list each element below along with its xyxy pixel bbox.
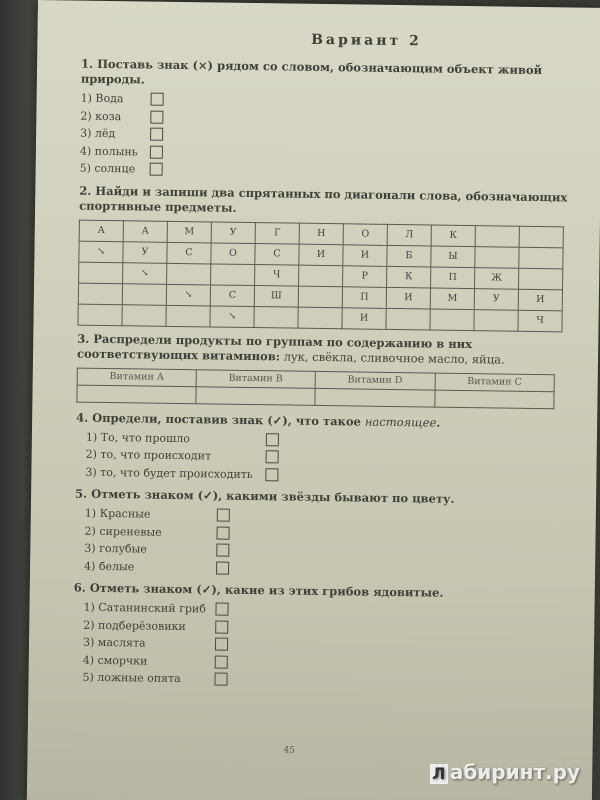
grid-cell: О <box>211 242 255 264</box>
grid-cell: ↘ <box>79 241 123 263</box>
grid-cell: И <box>386 287 430 309</box>
checkbox[interactable] <box>150 145 163 158</box>
checkbox[interactable] <box>265 468 278 481</box>
q6-option: 1) Сатанинский гриб <box>83 599 563 623</box>
grid-cell <box>299 265 343 287</box>
q5-option: 4) белые <box>84 557 564 581</box>
grid-cell: У <box>474 288 518 310</box>
question-3: 3. Распредели продукты по группам по содержанию в них соответствующих витаминов: лук, свёкла, сливочное масло, яйца. <box>76 331 505 367</box>
grid-cell <box>298 307 342 329</box>
checkbox[interactable] <box>215 638 228 651</box>
checkbox[interactable] <box>216 561 229 574</box>
vitamin-answer-cell[interactable] <box>435 390 555 409</box>
q5-option: 1) Красные <box>85 505 565 529</box>
grid-cell: У <box>123 241 167 263</box>
q6-option: 3) маслята <box>83 634 563 658</box>
checkbox[interactable] <box>150 163 163 176</box>
vitamin-table <box>76 367 554 409</box>
q1-option: 3) лёд <box>80 125 570 149</box>
q1-option: 4) полынь <box>80 142 570 166</box>
grid-cell: И <box>343 244 387 266</box>
grid-cell: Б <box>387 245 431 267</box>
vitamin-header: Витамин С <box>435 373 555 392</box>
grid-cell: ↘ <box>166 284 210 306</box>
q4-options <box>85 428 566 487</box>
watermark-logo: Л абиринт.ру <box>430 760 580 784</box>
checkbox[interactable] <box>151 93 164 106</box>
grid-cell <box>386 308 430 330</box>
grid-cell: С <box>255 243 299 265</box>
grid-cell: М <box>167 221 211 243</box>
vitamin-header: Витамин D <box>315 371 435 390</box>
checkbox[interactable] <box>214 673 227 686</box>
checkbox[interactable] <box>216 526 229 539</box>
grid-cell <box>166 305 210 327</box>
vitamin-answer-cell[interactable] <box>196 386 315 405</box>
checkbox[interactable] <box>150 110 163 123</box>
question-6: 6. Отметь знаком (✓), какие из этих грибов ядовитые. <box>73 580 444 600</box>
grid-cell <box>298 286 342 308</box>
grid-cell <box>519 268 563 290</box>
grid-cell <box>122 304 166 326</box>
grid-cell: А <box>79 220 123 242</box>
grid-cell: Р <box>343 265 387 287</box>
grid-cell <box>254 306 298 328</box>
q1-option: 5) солнце <box>80 160 570 184</box>
grid-cell <box>78 283 122 305</box>
q1-option: 2) коза <box>80 107 570 131</box>
page-number: 45 <box>283 745 296 756</box>
checkbox[interactable] <box>215 655 228 668</box>
checkbox[interactable] <box>266 433 279 446</box>
grid-cell: ↘ <box>123 262 167 284</box>
grid-cell: У <box>211 221 255 243</box>
q6-option: 2) подберёзовики <box>83 616 563 640</box>
q5-option: 2) сиреневые <box>84 522 564 546</box>
grid-cell: И <box>342 307 386 329</box>
worksheet-page <box>27 0 600 800</box>
grid-cell: И <box>299 244 343 266</box>
grid-cell <box>211 263 255 285</box>
question-2: 2. Найди и запиши два спрятанных по диагонали слова, обозначающих спортивные предметы. <box>79 183 568 215</box>
checkbox[interactable] <box>266 450 279 463</box>
vitamin-answer-cell[interactable] <box>77 385 196 404</box>
grid-cell: Г <box>255 222 299 244</box>
variant-title: Вариант 2 <box>311 31 422 50</box>
grid-cell: Ы <box>431 246 475 268</box>
question-5: 5. Отметь знаком (✓), какими звёзды бывают по цвету. <box>75 486 455 506</box>
q4-option: 1) То, что прошло <box>86 428 566 452</box>
grid-cell: Ж <box>475 267 519 289</box>
grid-cell: Ч <box>255 264 299 286</box>
grid-cell: Н <box>299 223 343 245</box>
q6-option: 4) сморчки <box>83 651 563 675</box>
q4-option: 3) то, что будет происходить <box>85 463 565 487</box>
grid-cell: С <box>210 284 254 306</box>
page-content <box>72 29 571 695</box>
letter-grid <box>77 219 563 332</box>
grid-cell <box>78 304 122 326</box>
grid-cell: Ш <box>254 285 298 307</box>
grid-cell <box>122 283 166 305</box>
grid-cell <box>430 309 474 331</box>
checkbox[interactable] <box>217 509 230 522</box>
grid-cell: К <box>387 266 431 288</box>
labirint-logo-icon: Л <box>430 764 448 784</box>
q1-options <box>80 90 571 184</box>
vitamin-header: Витамин А <box>77 368 196 387</box>
grid-cell: О <box>343 223 387 245</box>
grid-cell <box>475 246 519 268</box>
grid-cell: М <box>430 288 474 310</box>
q6-option: 5) ложные опята <box>82 669 562 693</box>
grid-cell <box>519 247 563 269</box>
question-4: 4. Определи, поставив знак (✓), что такое настоящее. <box>76 410 441 430</box>
vitamin-header: Витамин В <box>196 369 315 388</box>
grid-cell <box>167 263 211 285</box>
grid-cell <box>519 226 563 248</box>
checkbox[interactable] <box>216 544 229 557</box>
question-1: 1. Поставь знак (×) рядом со словом, обозначающим объект живой природы. <box>80 56 543 87</box>
q5-option: 3) голубые <box>84 540 564 564</box>
q5-options <box>84 505 565 582</box>
grid-cell <box>79 262 123 284</box>
grid-cell: Ч <box>518 310 562 332</box>
grid-cell: К <box>431 225 475 247</box>
grid-cell: И <box>518 289 562 311</box>
checkbox[interactable] <box>150 128 163 141</box>
grid-cell: Л <box>387 224 431 246</box>
grid-cell: С <box>167 242 211 264</box>
grid-cell: П <box>342 286 386 308</box>
checkbox[interactable] <box>215 620 228 633</box>
q6-options <box>82 599 563 693</box>
grid-cell: А <box>123 220 167 242</box>
grid-cell: ↘ <box>210 305 254 327</box>
checkbox[interactable] <box>215 603 228 616</box>
q1-option: 1) Вода <box>81 90 571 114</box>
grid-cell <box>474 309 518 331</box>
grid-cell: П <box>431 267 475 289</box>
q4-option: 2) то, что происходит <box>86 446 566 470</box>
grid-cell <box>475 225 519 247</box>
vitamin-answer-cell[interactable] <box>315 388 435 407</box>
